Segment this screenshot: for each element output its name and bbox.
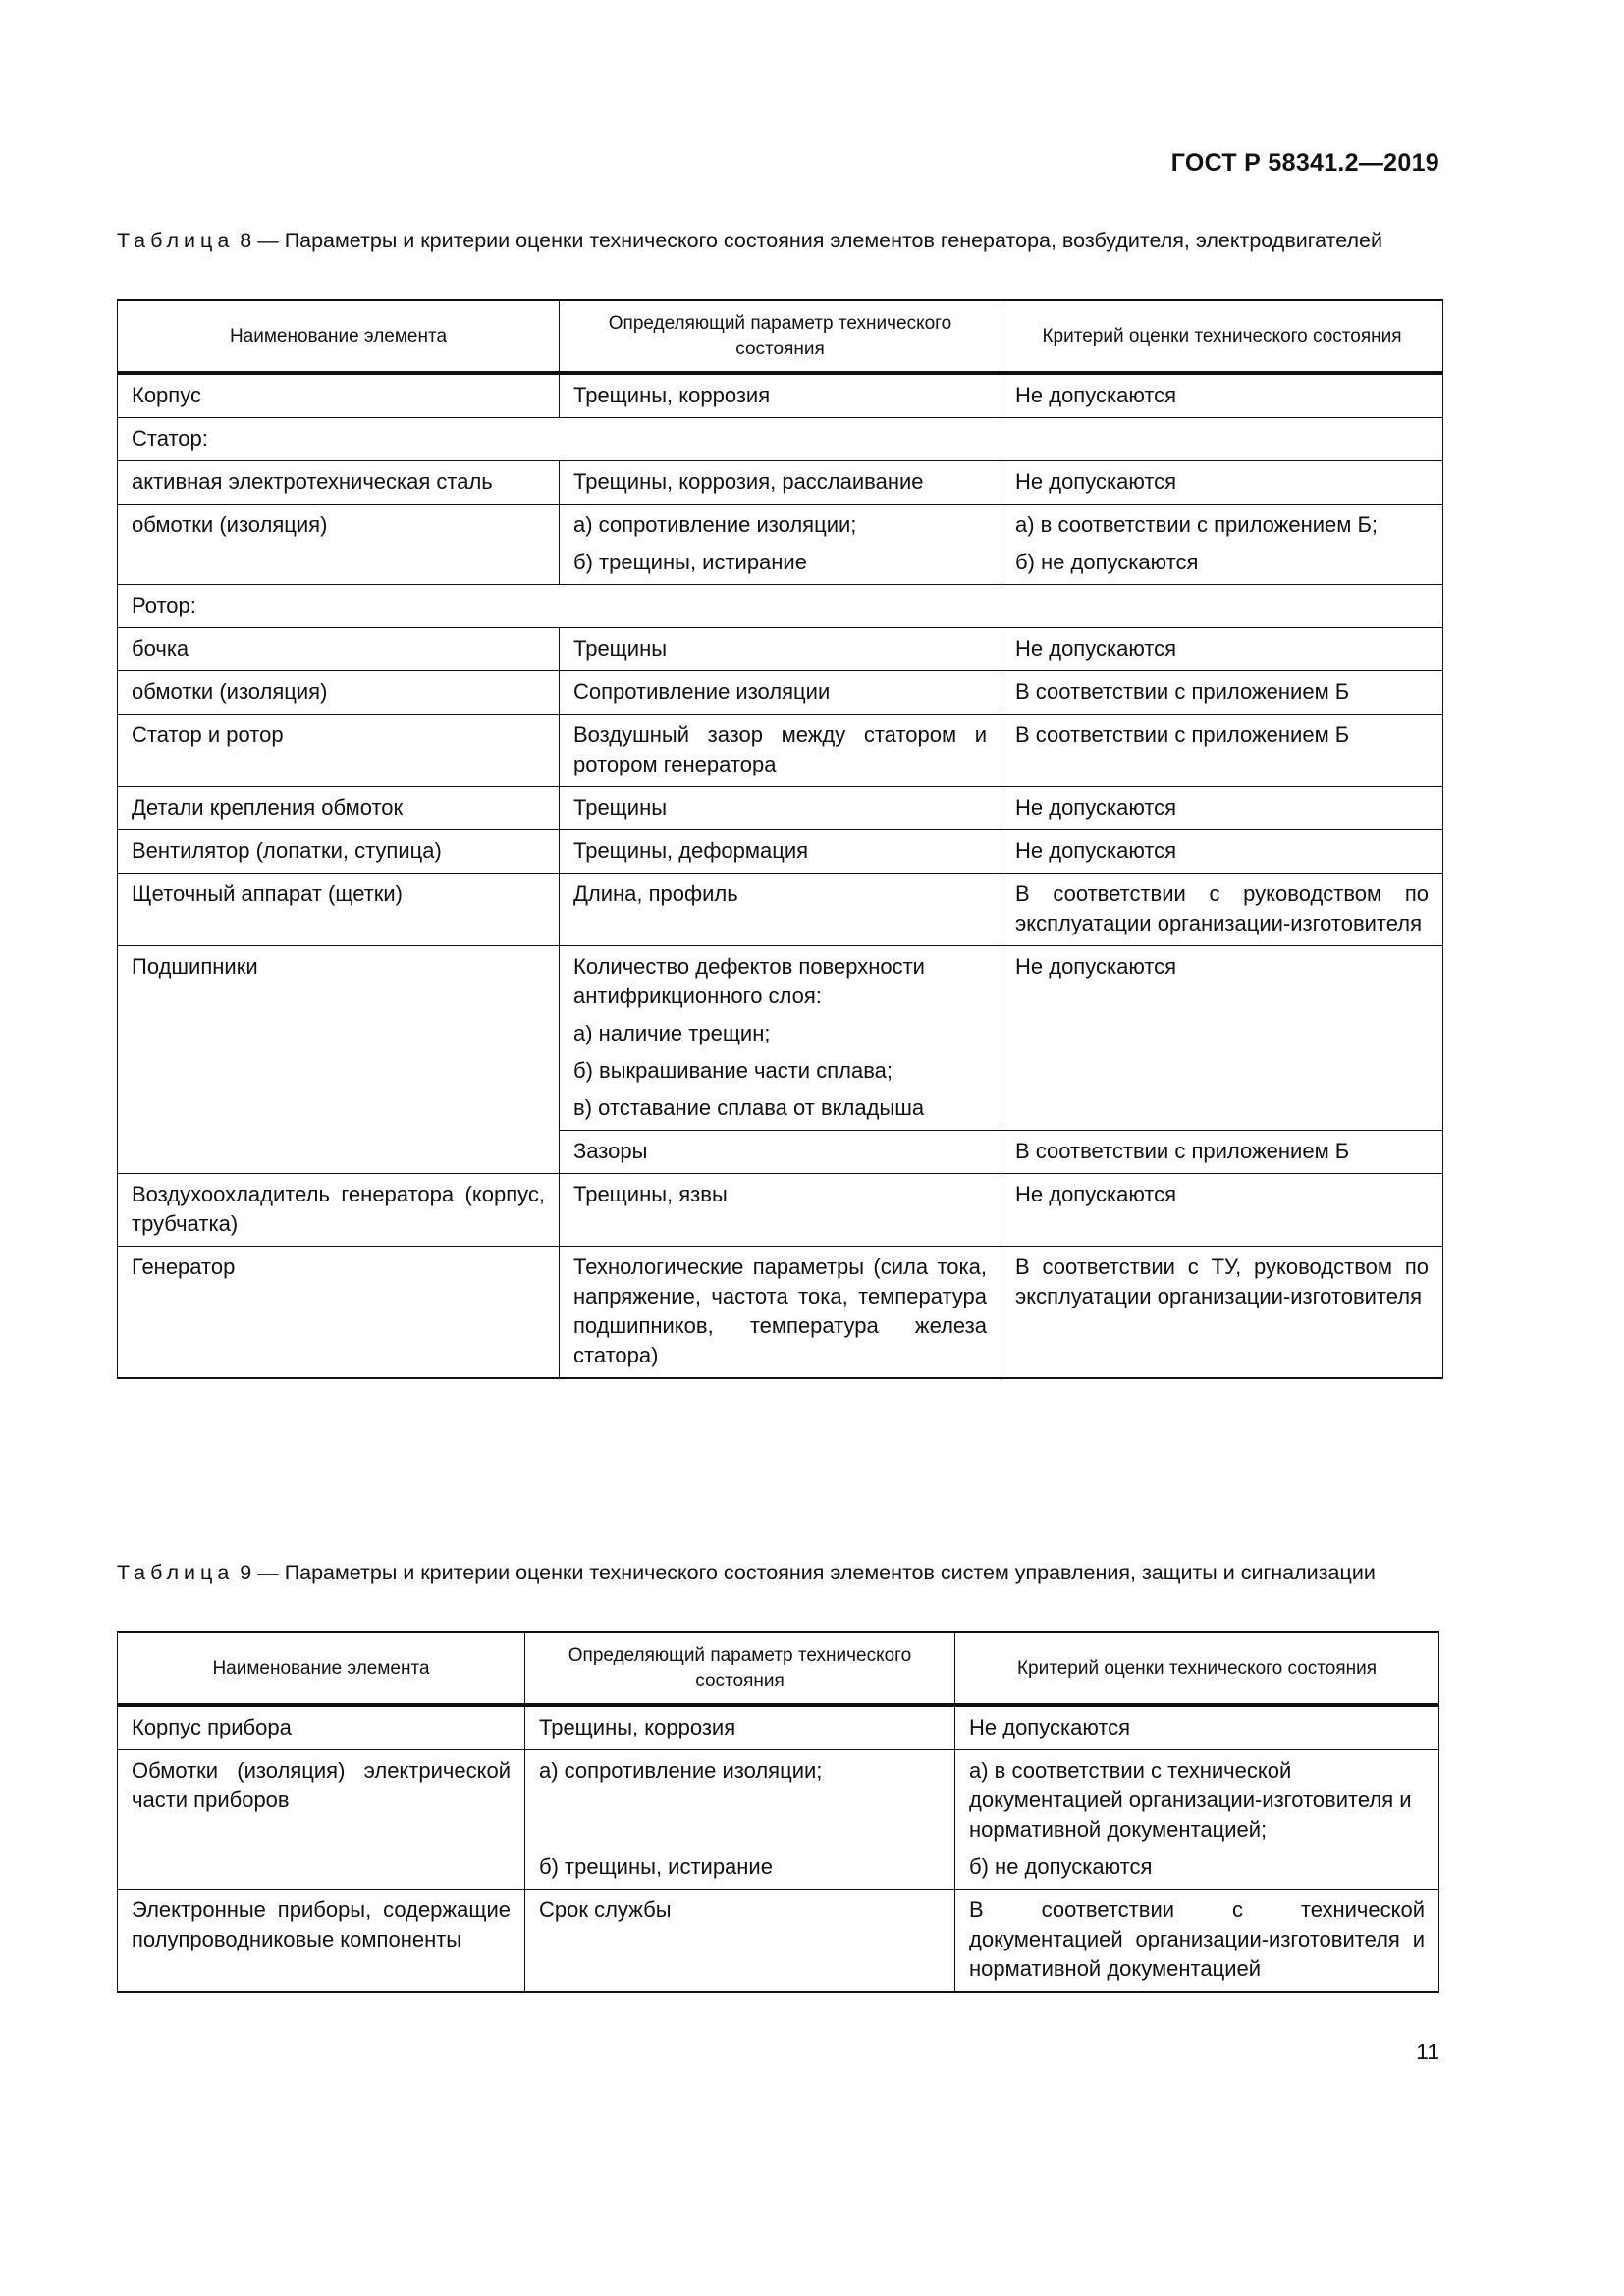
cell-criterion: В соответствии с приложением Б (1001, 671, 1443, 715)
cell-element: обмотки (изоляция) (118, 671, 560, 715)
cell-parameter: Сопротивление изоляции (560, 671, 1001, 715)
cell-parameter: Трещины, деформация (560, 830, 1001, 874)
cell-parameter (525, 1750, 955, 1890)
cell-criterion (955, 1750, 1439, 1890)
cell-criterion: Не допускаются (1001, 830, 1443, 874)
table-row (118, 1705, 1439, 1750)
table-group-row (118, 418, 1443, 461)
cell-element: Статор и ротор (118, 715, 560, 787)
cell-parameter (560, 946, 1001, 1131)
table-row (118, 787, 1443, 830)
table-8 (117, 299, 1443, 1379)
cell-parameter: Воздушный зазор между статором и ротором генератора (560, 715, 1001, 787)
cell-parameter: Трещины (560, 628, 1001, 671)
table-9-header-parameter: Определяющий параметр технического состояния (525, 1632, 955, 1705)
cell-element: бочка (118, 628, 560, 671)
cell-line: а) сопротивление изоляции; (573, 512, 857, 537)
cell-line: б) не допускаются (969, 1854, 1153, 1879)
cell-parameter: Трещины (560, 787, 1001, 830)
cell-criterion: Не допускаются (1001, 461, 1443, 505)
cell-line: б) трещины, истирание (573, 550, 807, 574)
table-9-caption-word: Таблица (117, 1561, 235, 1584)
table-8-caption-word: Таблица (117, 229, 235, 252)
cell-parameter: Трещины, коррозия, расслаивание (560, 461, 1001, 505)
cell-element: Генератор (118, 1247, 560, 1379)
cell-element: Воздухоохладитель генератора (корпус, трубчатка) (118, 1174, 560, 1247)
cell-spacer (539, 1786, 941, 1852)
table-row (118, 1247, 1443, 1379)
cell-parameter: Зазоры (560, 1131, 1001, 1174)
cell-parameter (560, 505, 1001, 585)
table-row (118, 830, 1443, 874)
table-row (118, 671, 1443, 715)
table-9 (117, 1631, 1439, 1993)
cell-criterion: В соответствии с приложением Б (1001, 1131, 1443, 1174)
cell-line: а) наличие трещин; (573, 1021, 771, 1045)
table-row (118, 373, 1443, 418)
table-row (118, 461, 1443, 505)
cell-criterion: Не допускаются (1001, 1174, 1443, 1247)
cell-element: Электронные приборы, содержащие полупроводниковые компоненты (118, 1890, 525, 1993)
cell-criterion: Не допускаются (1001, 628, 1443, 671)
table-9-caption-text: 9 — Параметры и критерии оценки технического состояния элементов систем управления, защиты и сигнализации (234, 1561, 1376, 1584)
table-8-header-element: Наименование элемента (118, 300, 560, 373)
table-row (118, 874, 1443, 946)
cell-line: а) в соответствии с технической документацией организации-изготовителя и нормативной документацией; (969, 1758, 1412, 1842)
cell-criterion: В соответствии с технической документацией организации-изготовителя и нормативной документацией (955, 1890, 1439, 1993)
table-row (118, 715, 1443, 787)
cell-element: Вентилятор (лопатки, ступица) (118, 830, 560, 874)
cell-parameter: Трещины, коррозия (560, 373, 1001, 418)
cell-element: Обмотки (изоляция) электрической части приборов (118, 1750, 525, 1890)
cell-parameter: Длина, профиль (560, 874, 1001, 946)
table-8-caption (117, 226, 1442, 255)
cell-criterion: В соответствии с ТУ, руководством по эксплуатации организации-изготовителя (1001, 1247, 1443, 1379)
cell-criterion: Не допускаются (1001, 946, 1443, 1131)
cell-criterion: В соответствии с руководством по эксплуатации организации-изготовителя (1001, 874, 1443, 946)
table-9-header-criterion: Критерий оценки технического состояния (955, 1632, 1439, 1705)
cell-parameter: Трещины, коррозия (525, 1705, 955, 1750)
cell-parameter: Трещины, язвы (560, 1174, 1001, 1247)
cell-line: б) не допускаются (1015, 550, 1199, 574)
cell-element: Детали крепления обмоток (118, 787, 560, 830)
cell-element: Подшипники (118, 946, 560, 1174)
cell-line: б) выкрашивание части сплава; (573, 1058, 893, 1083)
cell-line: Количество дефектов поверхности антифрикционного слоя: (573, 954, 925, 1008)
table-9-header-element: Наименование элемента (118, 1632, 525, 1705)
cell-line: а) в соответствии с приложением Б; (1015, 512, 1379, 537)
cell-line: б) трещины, истирание (539, 1854, 773, 1879)
cell-element: обмотки (изоляция) (118, 505, 560, 585)
cell-line: в) отставание сплава от вкладыша (573, 1095, 925, 1120)
table-row (118, 505, 1443, 585)
cell-criterion: Не допускаются (1001, 373, 1443, 418)
cell-element: Корпус прибора (118, 1705, 525, 1750)
document-code: ГОСТ Р 58341.2—2019 (1170, 149, 1439, 177)
table-8-caption-text: 8 — Параметры и критерии оценки технического состояния элементов генератора, возбудителя, электродвигателей (234, 229, 1382, 252)
cell-criterion: Не допускаются (955, 1705, 1439, 1750)
cell-parameter: Срок службы (525, 1890, 955, 1993)
cell-element: Щеточный аппарат (щетки) (118, 874, 560, 946)
group-label-rotor: Ротор: (118, 585, 1443, 628)
cell-criterion: Не допускаются (1001, 787, 1443, 830)
table-8-header-parameter: Определяющий параметр технического состояния (560, 300, 1001, 373)
cell-parameter: Технологические параметры (сила тока, напряжение, частота тока, температура подшипников, температура железа статора) (560, 1247, 1001, 1379)
table-row (118, 1174, 1443, 1247)
cell-line: а) сопротивление изоляции; (539, 1758, 823, 1783)
cell-criterion: В соответствии с приложением Б (1001, 715, 1443, 787)
group-label-stator: Статор: (118, 418, 1443, 461)
cell-criterion (1001, 505, 1443, 585)
table-row (118, 1750, 1439, 1890)
table-9-caption (117, 1558, 1442, 1587)
table-row (118, 1890, 1439, 1993)
page-number: 11 (1416, 2039, 1439, 2064)
table-group-row (118, 585, 1443, 628)
table-8-header-criterion: Критерий оценки технического состояния (1001, 300, 1443, 373)
cell-element: активная электротехническая сталь (118, 461, 560, 505)
table-row (118, 946, 1443, 1131)
table-row (118, 628, 1443, 671)
cell-element: Корпус (118, 373, 560, 418)
